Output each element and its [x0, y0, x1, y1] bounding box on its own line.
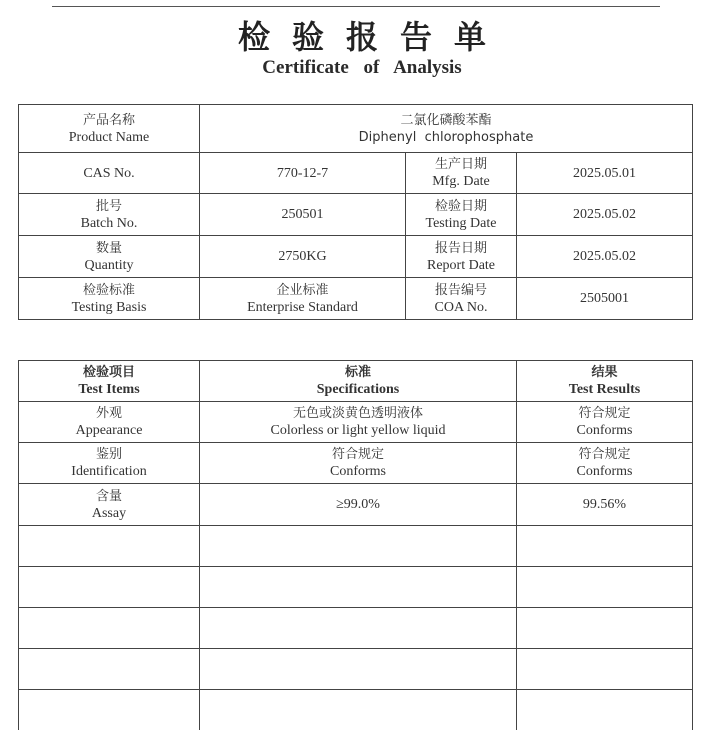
cas-label: CAS No. — [19, 153, 200, 194]
info-row-product — [19, 105, 693, 153]
mfg-date-value: 2025.05.01 — [517, 153, 693, 194]
title-chinese: 检验报告单 — [0, 12, 724, 58]
col-header-specifications: 标准 Specifications — [200, 361, 517, 402]
info-row-quantity — [19, 236, 693, 278]
report-date-label: 报告日期 Report Date — [406, 236, 517, 278]
quantity-label: 数量 Quantity — [19, 236, 200, 278]
table-row — [19, 402, 693, 443]
test-item-assay: 含量 Assay — [19, 484, 200, 526]
result-identification: 符合规定 Conforms — [517, 443, 693, 484]
result-assay: 99.56% — [517, 484, 693, 526]
spec-assay: ≥99.0% — [200, 484, 517, 526]
test-item-appearance: 外观 Appearance — [19, 402, 200, 443]
testing-date-value: 2025.05.02 — [517, 194, 693, 236]
report-date-value: 2025.05.02 — [517, 236, 693, 278]
test-item-identification: 鉴别 Identification — [19, 443, 200, 484]
product-name-label: 产品名称 Product Name — [19, 105, 200, 153]
coa-no-label: 报告编号 COA No. — [406, 278, 517, 320]
testing-basis-label: 检验标准 Testing Basis — [19, 278, 200, 320]
mfg-date-label: 生产日期 Mfg. Date — [406, 153, 517, 194]
spec-identification: 符合规定 Conforms — [200, 443, 517, 484]
table-row — [19, 443, 693, 484]
empty-row — [19, 608, 693, 649]
info-row-basis — [19, 278, 693, 320]
empty-row — [19, 690, 693, 730]
cas-value: 770-12-7 — [200, 153, 406, 194]
empty-row — [19, 526, 693, 567]
title-english: Certificate of Analysis — [0, 57, 724, 79]
batch-label: 批号 Batch No. — [19, 194, 200, 236]
product-info-table — [18, 104, 693, 320]
col-header-test-items: 检验项目 Test Items — [19, 361, 200, 402]
batch-value: 250501 — [200, 194, 406, 236]
quantity-value: 2750KG — [200, 236, 406, 278]
testing-basis-value: 企业标准 Enterprise Standard — [200, 278, 406, 320]
info-row-cas — [19, 153, 693, 194]
coa-no-value: 2505001 — [517, 278, 693, 320]
result-appearance: 符合规定 Conforms — [517, 402, 693, 443]
table-row — [19, 484, 693, 526]
info-row-batch — [19, 194, 693, 236]
col-header-test-results: 结果 Test Results — [517, 361, 693, 402]
product-name-value: 二氯化磷酸苯酯 Diphenyl chlorophosphate — [200, 105, 693, 153]
top-rule — [52, 6, 660, 7]
testing-date-label: 检验日期 Testing Date — [406, 194, 517, 236]
spec-appearance: 无色或淡黄色透明液体 Colorless or light yellow liquid — [200, 402, 517, 443]
empty-row — [19, 567, 693, 608]
empty-row — [19, 649, 693, 690]
test-header-row — [19, 361, 693, 402]
test-results-table — [18, 360, 693, 730]
